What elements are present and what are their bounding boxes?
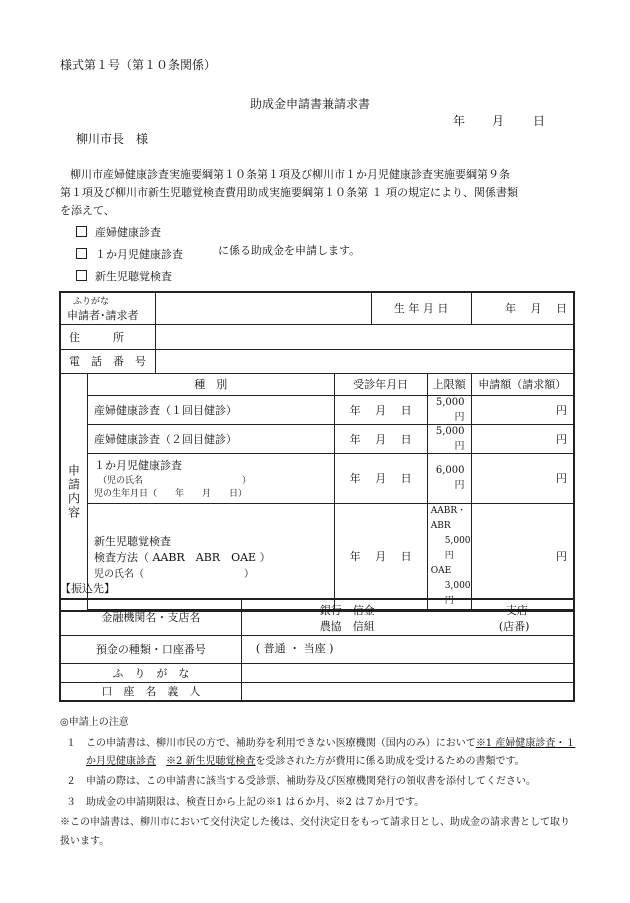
note1-line1: この申請書は、柳川市民の方で、補助券を利用できない医療機関（国内のみ）において※1 産婦健康診査・１ (86, 738, 576, 749)
checkbox-icon[interactable] (76, 226, 87, 237)
account-label: 預金の種類・口座番号 (60, 635, 241, 663)
row4-amount[interactable]: 円 (471, 503, 574, 609)
account-field[interactable]: ( 普通 ・ 当座 ) (241, 635, 574, 663)
header-amount: 申請額（請求額） (471, 373, 574, 395)
form-title: 助成金申請書兼請求書 (250, 97, 371, 111)
header-limit: 上限額 (427, 373, 471, 395)
row2-limit: 5,000 円 (427, 424, 471, 453)
date-day-label: 日 (533, 114, 546, 128)
option-checkbox-1month[interactable]: １か月児健康診査 (76, 246, 183, 262)
furigana-label: ふりがな (73, 296, 110, 307)
row2-date[interactable]: 年 月 日 (334, 424, 427, 453)
note4-line2: 扱います。 (60, 836, 110, 847)
row4-type-cell (88, 503, 335, 609)
note3-number: ３ (66, 797, 76, 808)
date-year-label: 年 (453, 114, 466, 128)
address-field[interactable] (156, 324, 574, 349)
row3-amount[interactable]: 円 (471, 453, 574, 503)
intro-line-3: を添えて、 (60, 204, 115, 217)
row4-method[interactable]: 検査方法（ AABR ABR OAE ） (94, 550, 271, 564)
phone-field[interactable] (156, 349, 574, 373)
note2-number: ２ (66, 776, 76, 787)
row3-date[interactable]: 年 月 日 (334, 453, 427, 503)
row4-limit-aabr-label: AABR・ABR (430, 505, 467, 531)
row3-type-cell (88, 453, 335, 503)
row4-limit-oae-value: 3,000 円 (444, 580, 471, 606)
holder-name-label: 口 座 名 義 人 (60, 682, 241, 701)
note1-line2: か月児健康診査 ※2 新生児聴覚検査を受診された方が費用に係る助成を受けるための書類です。 (86, 756, 525, 767)
options-suffix: に係る助成金を申請します。 (218, 244, 361, 257)
note1-number: １ (66, 738, 76, 749)
checkbox-icon[interactable] (76, 270, 87, 281)
row4-limit (427, 503, 471, 609)
row1-limit: 5,000 円 (427, 395, 471, 424)
intro-line-1: 柳川市産婦健康診査実施要綱第１０条第１項及び柳川市１か月児健康診査実施要綱第９条 (70, 168, 510, 181)
contents-side-label: 申請内容 (60, 373, 88, 611)
row2-amount[interactable]: 円 (471, 424, 574, 453)
bank-type-line2: 農協 信組 (319, 620, 375, 634)
bank-heading: 【振込先】 (60, 582, 115, 595)
row2-type: 産婦健康診査（２回目健診） (88, 424, 335, 453)
form-number: 様式第１号（第１０条関係） (60, 58, 217, 72)
row1-date[interactable]: 年 月 日 (334, 395, 427, 424)
branch-number-label: (店番) (498, 620, 530, 634)
bank-table (59, 598, 575, 702)
branch-label: 支店 (505, 604, 528, 618)
holder-furigana-field[interactable] (241, 663, 574, 682)
option-checkbox-hearing[interactable]: 新生児聴覚検査 (76, 268, 172, 284)
birth-label: 生 年 月 日 (371, 292, 471, 324)
phone-label: 電 話 番 号 (60, 349, 156, 373)
row3-limit: 6,000 円 (427, 453, 471, 503)
holder-name-field[interactable] (241, 682, 574, 701)
application-table (59, 291, 575, 612)
intro-line-2: 第１項及び柳川市新生児聴覚検査費用助成実施要綱第１０条第 １ 項の規定により、関係書類 (60, 186, 518, 199)
address-label: 住 所 (60, 324, 156, 349)
holder-furigana-label: ふ り が な (60, 663, 241, 682)
row3-child-birth[interactable]: 児の生年月日（ 年 月 日） (94, 489, 248, 499)
checkbox-icon[interactable] (76, 248, 87, 259)
bank-type-line1: 銀行 信金 (319, 604, 375, 618)
bank-name-field[interactable] (241, 599, 574, 635)
note2: 申請の際は、この申請書に該当する受診票、補助券及び医療機関発行の領収書を添付してください。 (86, 776, 536, 787)
birth-value[interactable]: 年 月 日 (471, 292, 574, 324)
row1-type: 産婦健康診査（１回目健診） (88, 395, 335, 424)
row4-limit-aabr-value: 5,000 円 (444, 535, 471, 561)
row1-amount[interactable]: 円 (471, 395, 574, 424)
row3-child-name[interactable]: （児の氏名 ） (98, 476, 252, 486)
header-date: 受診年月日 (334, 373, 427, 395)
addressee: 柳川市長 様 (76, 132, 149, 146)
note3: 助成金の申請期限は、検査日から上記の※1 は６か月、※2 は７か月です。 (86, 797, 425, 808)
note4-line1: ※この申請書は、柳川市において交付決定した後は、交付決定日をもって請求日とし、助成金の請求書として取り (60, 817, 570, 828)
bank-name-label: 金融機関名・支店名 (60, 599, 241, 635)
row4-type: 新生児聴覚検査 (94, 534, 172, 548)
applicant-name-label-cell (60, 292, 156, 324)
applicant-name-label: 申請者･請求者 (67, 308, 139, 322)
row3-type: １か月児健康診査 (94, 459, 183, 472)
option-checkbox-sanpu[interactable]: 産婦健康診査 (76, 224, 161, 240)
header-type: 種 別 (88, 373, 335, 395)
notes-heading: ◎申請上の注意 (60, 717, 129, 728)
row4-child-name[interactable]: 児の氏名（ ） (94, 568, 255, 580)
row4-date[interactable]: 年 月 日 (334, 503, 427, 609)
applicant-name-field[interactable] (156, 292, 372, 324)
date-month-label: 月 (492, 114, 505, 128)
row4-limit-oae-label: OAE (430, 565, 452, 576)
